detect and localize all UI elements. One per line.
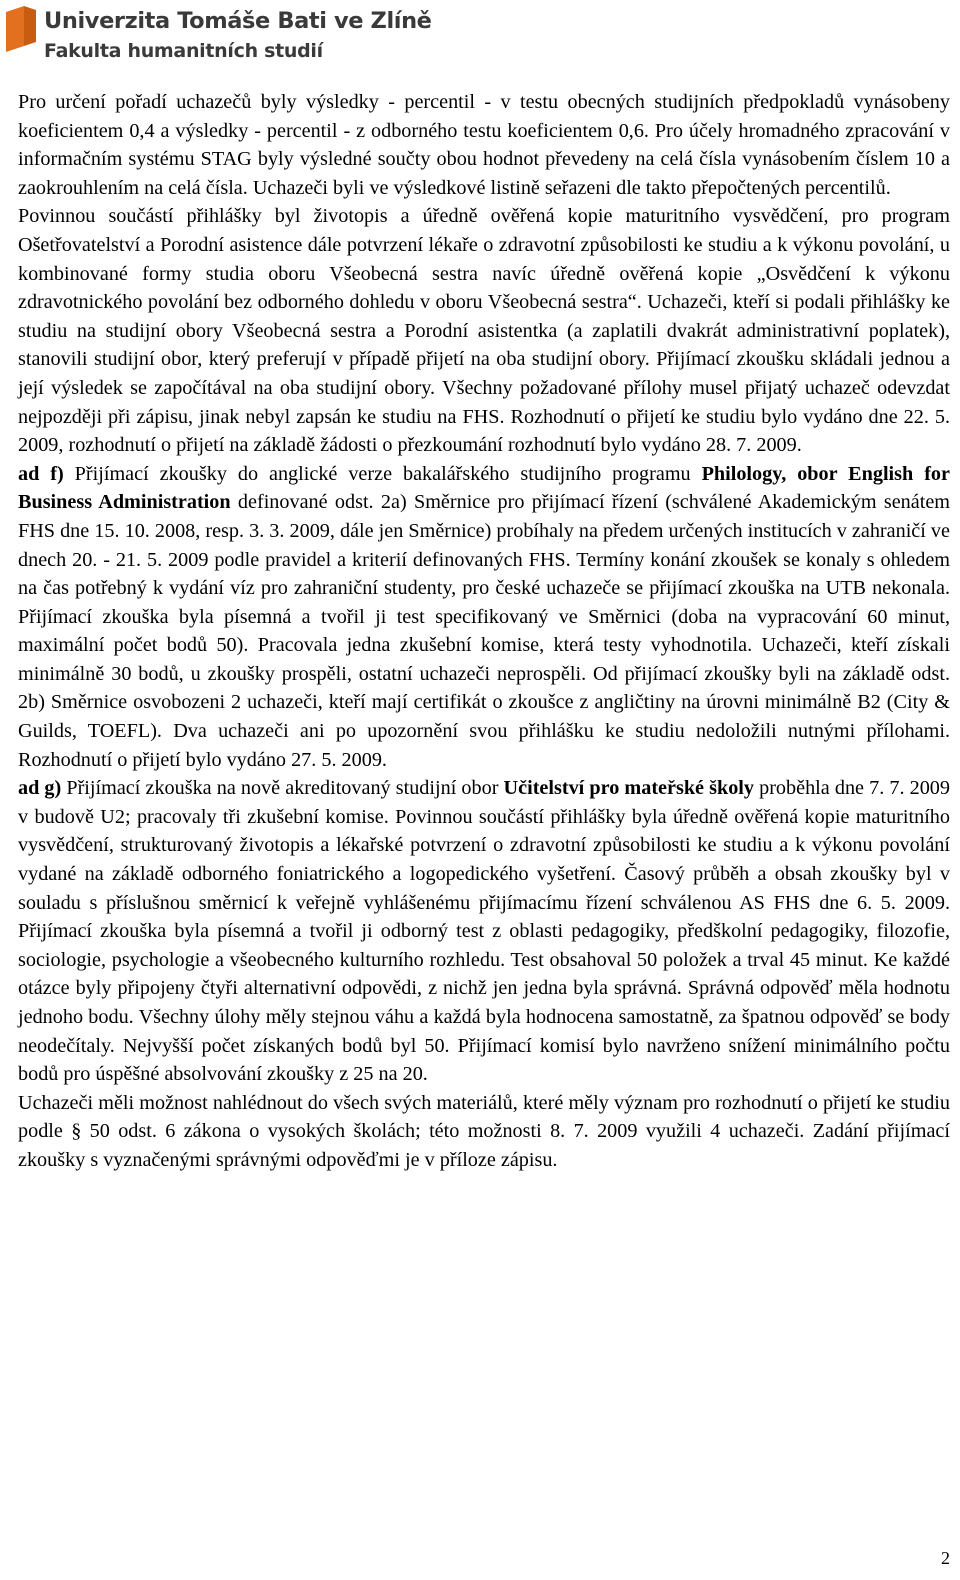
page-header (6, 4, 432, 66)
paragraph-text: Pro určení pořadí uchazečů byly výsledky - percentil - v testu obecných studijních předpokladů vynásobeny koeficientem 0,4 a výsledky - percentil - z odborného testu koeficientem 0,6. Pro účely hromadného zpracování v informačním systému STAG byly výsledné součty obou hodnot převedeny na celá čísla vynásobením číslem 10 a zaokrouhlením na celá čísla. Uchazeči byli ve výsledkové listině seřazeni dle takto přepočtených percentilů. (18, 91, 950, 199)
university-logo-icon (6, 6, 40, 52)
paragraph (18, 460, 950, 775)
paragraph-text: Povinnou součástí přihlášky byl životopis a úředně ověřená kopie maturitního vysvědčení, pro program Ošetřovatelství a Porodní asistence dále potvrzení lékaře o zdravotní způsobilosti ke studiu a k výkonu povolání, u kombinované formy studia oboru Všeobecná sestra navíc úředně ověřená kopie „Osvědčení k výkonu zdravotnického povolání bez odborného dohledu v oboru Všeobecná sestra“. Uchazeči, kteří si podali přihlášky ke studiu na studijní obory Všeobecná sestra a Porodní asistentka (a zaplatili dvakrát administrativní poplatek), stanovili studijní obor, který preferují v případě přijetí na oba studijní obory. Přijímací zkoušku skládali jednou a její výsledek se započítával na oba studijní obory. Všechny požadované přílohy musel přijatý uchazeč odevzdat nejpozději při zápisu, jinak nebyl zapsán ke studiu na FHS. Rozhodnutí o přijetí ke studiu bylo vydáno dne 22. 5. 2009, rozhodnutí o přijetí na základě žádosti o přezkoumání rozhodnutí bylo vydáno 28. 7. 2009. (18, 205, 950, 457)
university-name: Univerzita Tomáše Bati ve Zlíně (44, 8, 432, 34)
paragraph (18, 202, 950, 459)
paragraph-text: definované odst. 2a) Směrnice pro přijímací řízení (schválené Akademickým senátem FHS dne 15. 10. 2008, resp. 3. 3. 2009, dále jen Směrnice) probíhaly na předem určených institucích v zahraničí ve dnech 20. - 21. 5. 2009 podle pravidel a kriterií definovaných FHS. Termíny konání zkoušek se konaly s ohledem na čas potřebný k vydání víz pro zahraniční studenty, pro české uchazeče se přijímací zkouška na UTB nekonala. Přijímací zkouška byla písemná a tvořil ji test specifikovaný ve Směrnici (doba na vypracování 60 minut, maximální počet bodů 50). Pracovala jedna zkušební komise, která testy vyhodnotila. Uchazeči, kteří získali minimálně 30 bodů, u zkoušky prospěli, ostatní uchazeči neprospěli. Od přijímací zkoušky byli na základě odst. 2b) Směrnice osvobozeni 2 uchazeči, kteří mají certifikát o zkoušce z angličtiny na úrovni minimálně B2 (City & Guilds, TOEFL). Dva uchazeči ani po upozornění svou přihlášku ke studiu nedoložili nutnými přílohami. Rozhodnutí o přijetí bylo vydáno 27. 5. 2009. (18, 491, 950, 771)
paragraph-text: Přijímací zkouška na nově akreditovaný studijní obor (61, 777, 504, 800)
paragraph (18, 88, 950, 202)
bold-text: ad g) (18, 777, 62, 800)
bold-text: Philology, obor English for Business Administration (18, 462, 950, 514)
paragraph-text: Přijímací zkoušky do anglické verze bakalářského studijního programu (63, 462, 702, 485)
paragraph-text: proběhla dne 7. 7. 2009 v budově U2; pracovaly tři zkušební komise. Povinnou součástí přihlášky byla úředně ověřená kopie maturitního vysvědčení, strukturovaný životopis a lékařské potvrzení o zdravotní způsobilosti ke studiu a k výkonu povolání vydané na základě odborného foniatrického a logopedického vyšetření. Časový průběh a obsah zkoušky byl v souladu s příslušnou směrnicí k veřejně vyhlášenému přijímacímu řízení schválenou AS FHS dne 6. 5. 2009. Přijímací zkouška byla písemná a tvořil ji odborný test z oblasti pedagogiky, předškolní pedagogiky, filozofie, sociologie, psychologie a všeobecného kulturního rozhledu. Test obsahoval 50 položek a trval 45 minut. Ke každé otázce byly připojeny čtyři alternativní odpovědi, z nichž jen jedna byla správná. Správná odpověď měla hodnotu jednoho bodu. Všechny úlohy měly stejnou váhu a každá byla hodnocena samostatně, za špatnou odpověď se body neodečítaly. Nejvyšší počet získaných bodů byl 50. Přijímací komisí bylo navrženo snížení minimálního počtu bodů pro úspěšné absolvování zkoušky z 25 na 20. (18, 777, 950, 1086)
paragraph (18, 1089, 950, 1175)
paragraph (18, 774, 950, 1089)
document-body (18, 88, 950, 1175)
faculty-name: Fakulta humanitních studií (44, 40, 323, 62)
paragraph-text: Uchazeči měli možnost nahlédnout do všech svých materiálů, které měly význam pro rozhodnutí o přijetí ke studiu podle § 50 odst. 6 zákona o vysokých školách; této možnosti 8. 7. 2009 využili 4 uchazeči. Zadání přijímací zkoušky s vyznačenými správnými odpověďmi je v příloze zápisu. (18, 1091, 950, 1171)
bold-text: Učitelství pro mateřské školy (503, 777, 754, 800)
bold-text: ad f) (18, 462, 64, 485)
page-number: 2 (941, 1548, 950, 1568)
